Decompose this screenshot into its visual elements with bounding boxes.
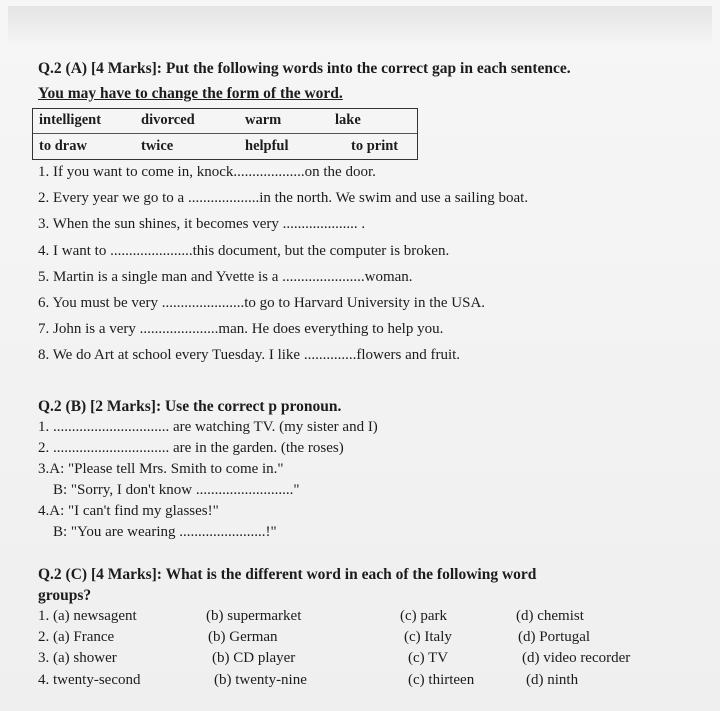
sentence-line: 4. I want to ......................this document, but the computer is broken. — [38, 243, 450, 259]
pronoun-item: 3.A: "Please tell Mrs. Smith to come in." — [38, 461, 284, 477]
word-group-option: (d) video recorder — [522, 650, 631, 666]
sentence-line: 3. When the sun shines, it becomes very .................... . — [38, 216, 366, 232]
word-group-option: (b) German — [208, 629, 278, 645]
word-group-option: 4. twenty-second — [38, 672, 141, 688]
sentence-line: 7. John is a very .....................man. He does everything to help you. — [38, 321, 444, 337]
sentence-line: 2. Every year we go to a ...................in the north. We swim and use a sailing boat. — [38, 190, 529, 206]
photo-shadow — [8, 6, 712, 46]
pronoun-item: 2. ............................... are in the garden. (the roses) — [38, 440, 344, 456]
sentence-line: 5. Martin is a single man and Yvette is a ......................woman. — [38, 269, 413, 285]
word-group-option: (d) Portugal — [518, 629, 591, 645]
word-box-item: to draw — [39, 138, 87, 154]
sentence-line: 8. We do Art at school every Tuesday. I like ..............flowers and fruit. — [38, 347, 461, 363]
pronoun-item: 1. ............................... are watching TV. (my sister and I) — [38, 419, 378, 435]
word-group-option: 1. (a) newsagent — [38, 608, 137, 624]
section-c-heading: Q.2 (C) [4 Marks]: What is the different word in each of the following word — [38, 566, 537, 583]
word-box-item: divorced — [141, 112, 195, 128]
word-box — [32, 108, 418, 160]
word-group-option: (b) CD player — [212, 650, 296, 666]
word-group-option: (d) ninth — [526, 672, 579, 688]
word-group-option: (c) park — [400, 608, 448, 624]
word-box-item: to print — [351, 138, 399, 154]
sentence-line: 6. You must be very ......................to go to Harvard University in the USA. — [38, 295, 486, 311]
word-box-divider — [33, 133, 417, 134]
word-group-option: (c) Italy — [404, 629, 452, 645]
pronoun-item: B: "Sorry, I don't know .........................." — [53, 482, 300, 498]
word-group-option: (b) supermarket — [206, 608, 302, 624]
pronoun-item: 4.A: "I can't find my glasses!" — [38, 503, 219, 519]
section-b-heading: Q.2 (B) [2 Marks]: Use the correct p pronoun. — [38, 398, 342, 415]
word-group-option: 3. (a) shower — [38, 650, 117, 666]
word-group-option: (d) chemist — [516, 608, 584, 624]
word-box-item: helpful — [245, 138, 289, 154]
section-a-instruction: You may have to change the form of the word. — [38, 85, 343, 102]
sentence-line: 1. If you want to come in, knock...................on the door. — [38, 164, 376, 180]
word-box-item: twice — [141, 138, 174, 154]
word-group-option: (c) thirteen — [408, 672, 475, 688]
word-box-item: warm — [245, 112, 282, 128]
word-box-item: intelligent — [39, 112, 102, 128]
word-group-option: (c) TV — [408, 650, 449, 666]
section-c-heading-cont: groups? — [38, 587, 92, 604]
word-box-item: lake — [335, 112, 361, 128]
word-group-option: 2. (a) France — [38, 629, 115, 645]
pronoun-item: B: "You are wearing .......................!" — [53, 524, 277, 540]
word-group-option: (b) twenty-nine — [214, 672, 307, 688]
section-a-heading: Q.2 (A) [4 Marks]: Put the following words into the correct gap in each sentence. — [38, 60, 571, 77]
